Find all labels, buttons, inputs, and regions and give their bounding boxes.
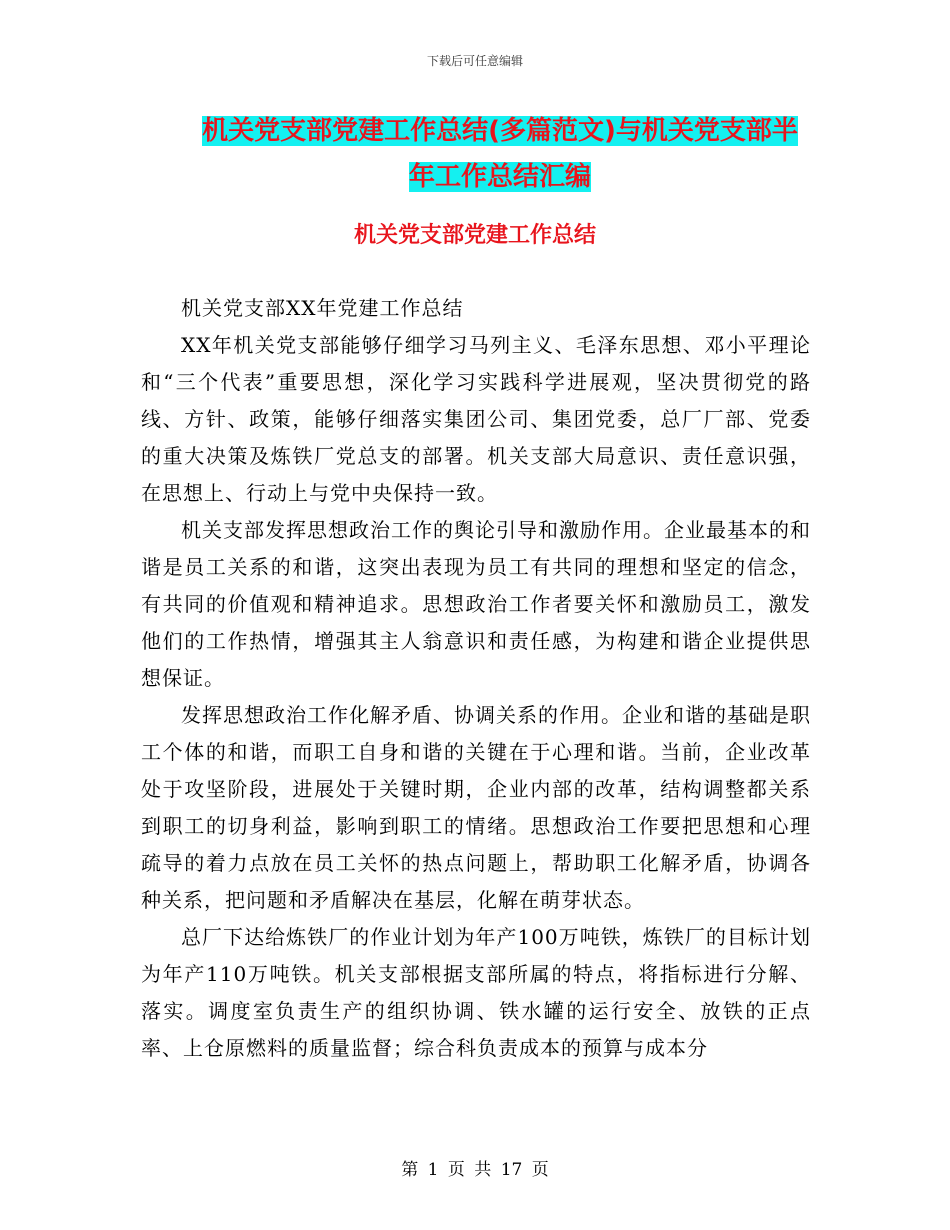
- paragraph: 发挥思想政治工作化解矛盾、协调关系的作用。企业和谐的基础是职工个体的和谐，而职工自身和谐的关键在于心理和谐。当前，企业改革处于攻坚阶段，进展处于关键时期，企业内部的改革，结构调整都关系到职工的切身利益，影响到职工的情绪。思想政治工作要把思想和心理疏导的着力点放在员工关怀的热点问题上，帮助职工化解矛盾，协调各种关系，把问题和矛盾解决在基层，化解在萌芽状态。: [141, 703, 811, 912]
- document-title: [190, 108, 810, 200]
- paragraph: 机关支部发挥思想政治工作的舆论引导和激励作用。企业最基本的和谐是员工关系的和谐，这突出表现为员工有共同的理想和坚定的信念，有共同的价值观和精神追求。思想政治工作者要关怀和激励员工，激发他们的工作热情，增强其主人翁意识和责任感，为构建和谐企业提供思想保证。: [141, 518, 811, 690]
- page-number: 第 1 页 共 17 页: [401, 1160, 549, 1180]
- document-body: [141, 290, 811, 1067]
- paragraph: 总厂下达给炼铁厂的作业计划为年产100万吨铁，炼铁厂的目标计划为年产110万吨铁。机关支部根据支部所属的特点，将指标进行分解、落实。调度室负责生产的组织协调、铁水罐的运行安全、放铁的正点率、上仓原燃料的质量监督；综合科负责成本的预算与成本分: [141, 925, 811, 1060]
- title-highlight: 机关党支部党建工作总结(多篇范文)与机关党支部半年工作总结汇编: [202, 116, 798, 192]
- header-note: 下载后可任意编辑: [426, 54, 523, 68]
- section-heading: 机关党支部党建工作总结: [353, 223, 596, 248]
- paragraph: 机关党支部XX年党建工作总结: [181, 296, 464, 320]
- paragraph: XX年机关党支部能够仔细学习马列主义、毛泽东思想、邓小平理论和“三个代表”重要思想，深化学习实践科学进展观，坚决贯彻党的路线、方针、政策，能够仔细落实集团公司、集团党委，总厂厂部、党委的重大决策及炼铁厂党总支的部署。机关支部大局意识、责任意识强，在思想上、行动上与党中央保持一致。: [141, 333, 811, 505]
